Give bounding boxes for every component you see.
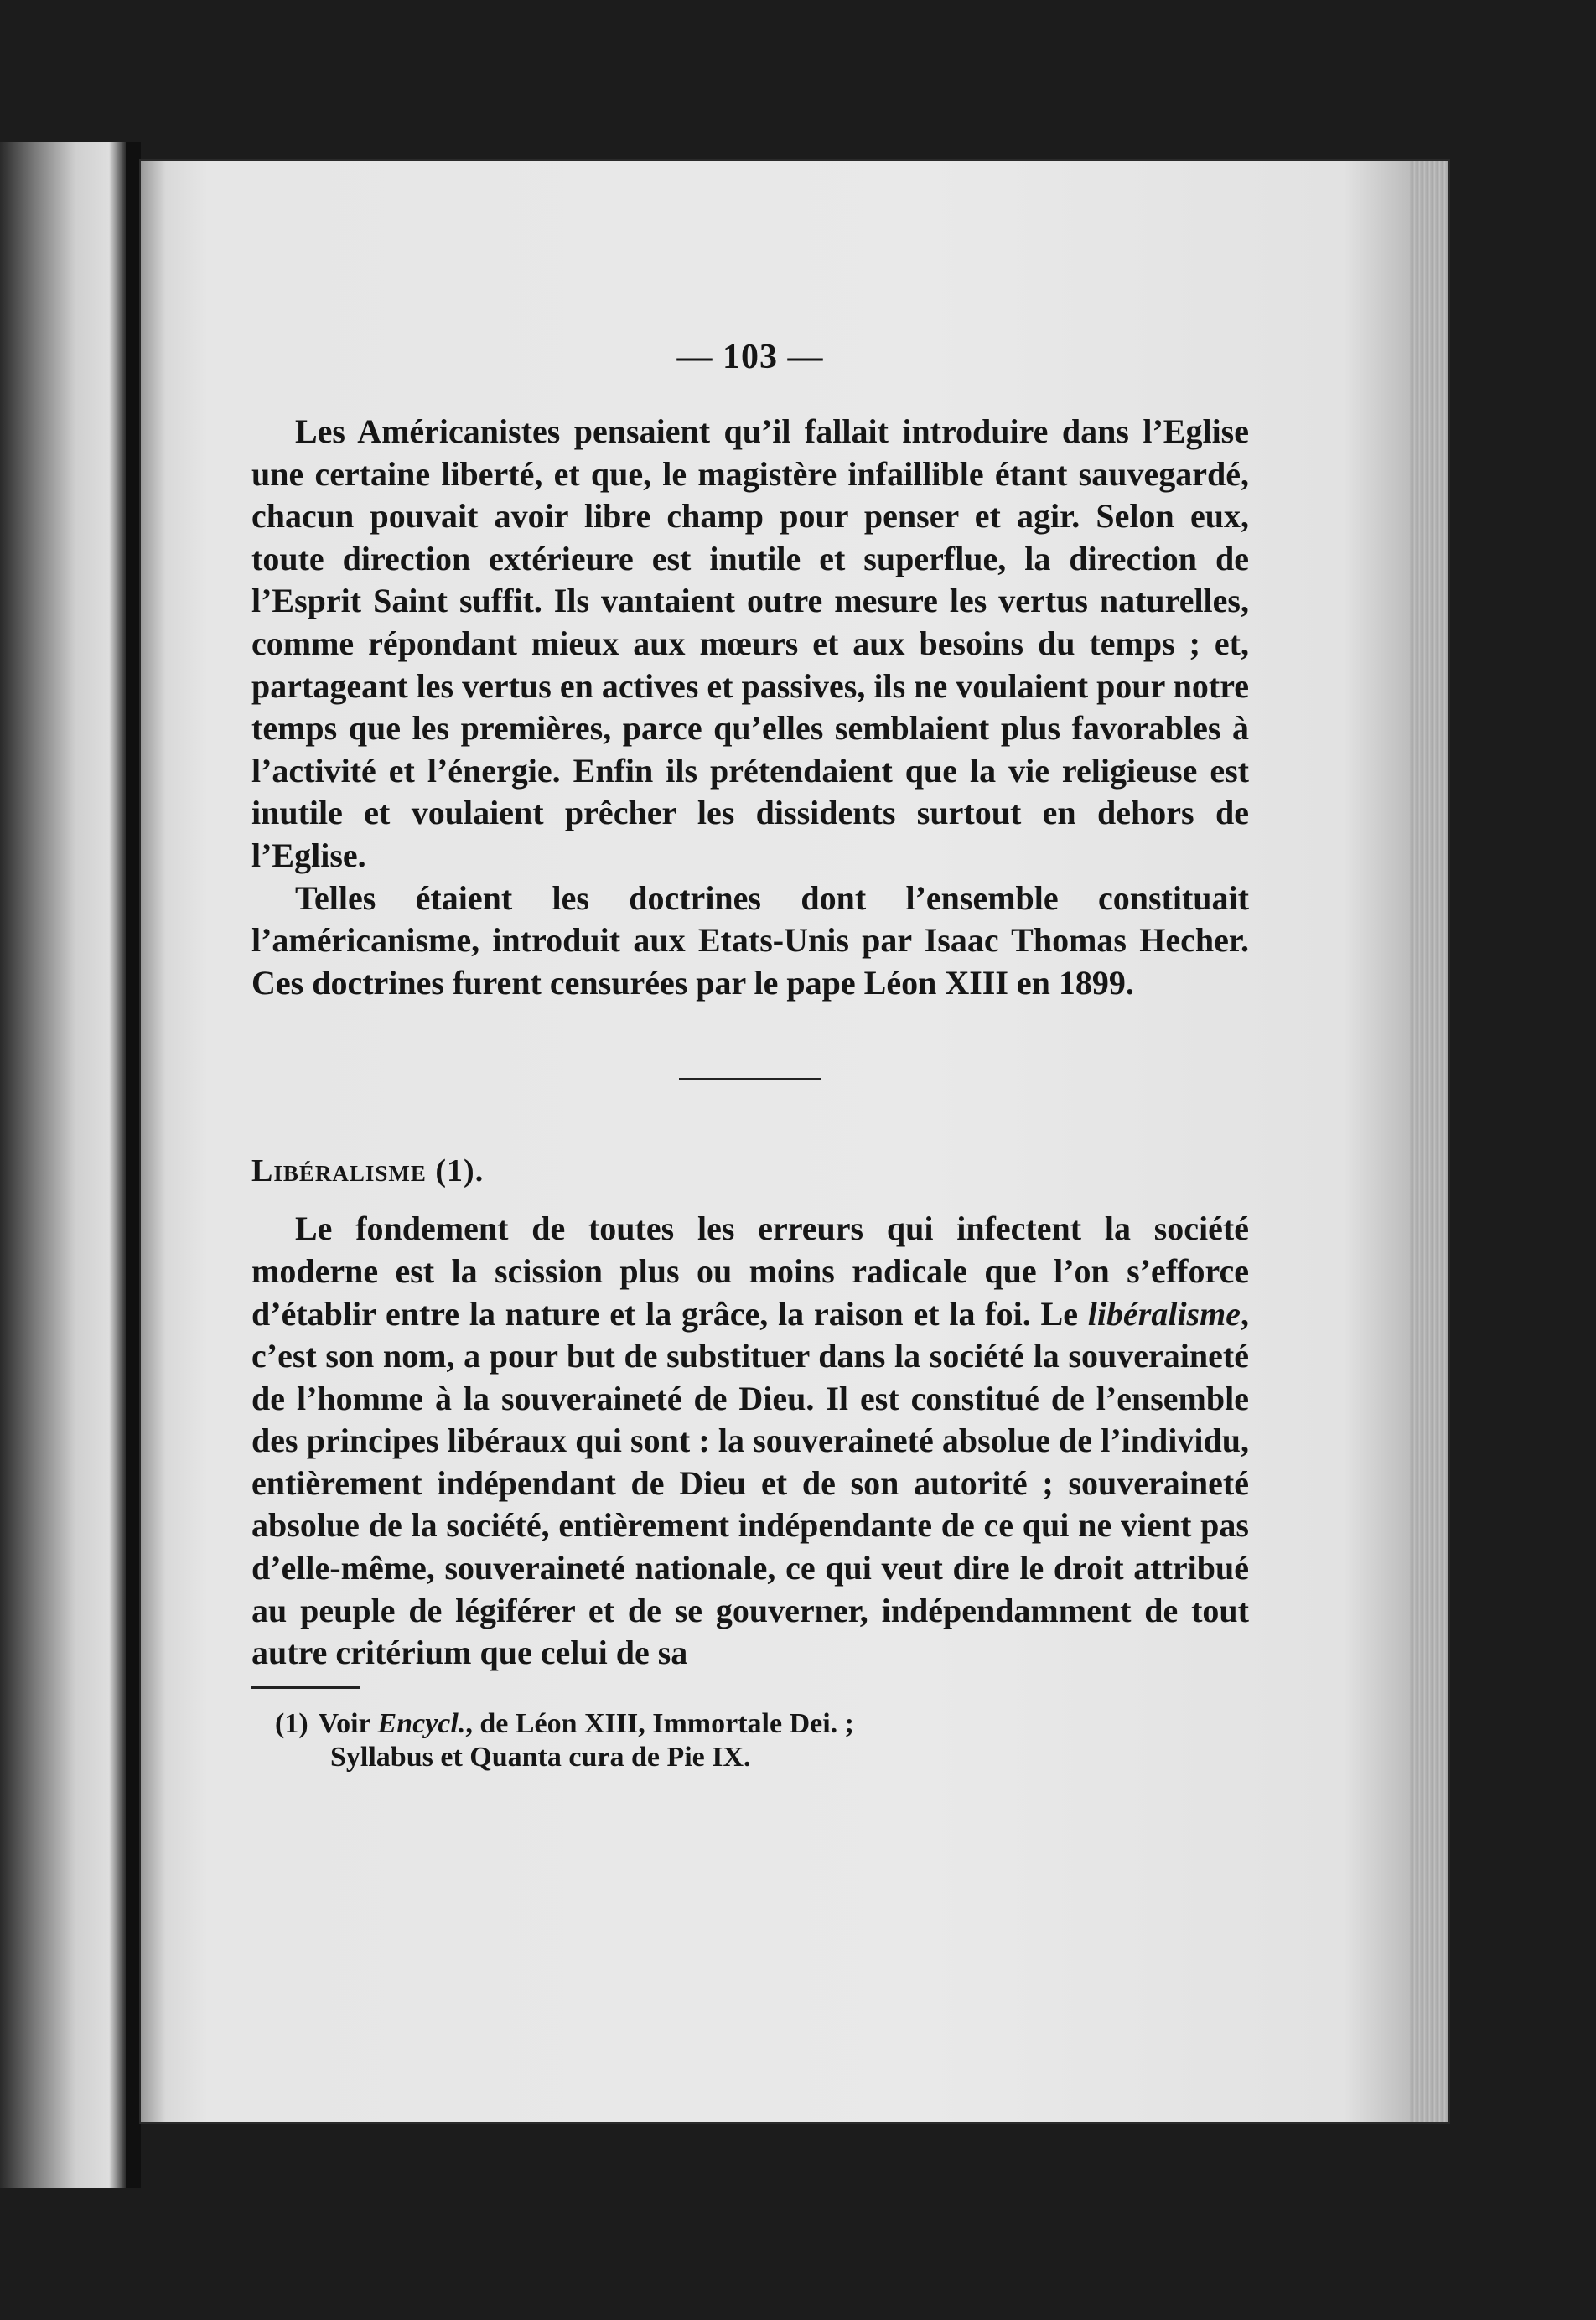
paragraph-liberalisme-end: , c’est son nom, a pour but de substituer dans la société la souveraineté de l’homme à la souveraineté de Dieu. Il est constitué de l’ensemble des principes libéraux qui sont : la souveraineté absolue de l’individu, entièrement indépendant de Dieu et de son autorité ; souveraineté absolue de la société, entièrement indépendante de ce qui ne vient pas d’elle-même, souveraineté nationale, ce qui veut dire le droit attribué au peuple de légiférer et de se gouverner, indépendamment de tout autre critérium que celui de sa [251, 1294, 1249, 1672]
section-heading-title: Libéralisme [251, 1153, 427, 1189]
footnote-marker: (1) [275, 1707, 308, 1739]
section-heading-ref: (1). [426, 1153, 484, 1189]
footnote [275, 1707, 1249, 1774]
paragraph-liberalisme [251, 1208, 1249, 1675]
page-stack-edge [1410, 161, 1448, 2122]
book-page [141, 161, 1448, 2122]
book-gutter [126, 142, 141, 2188]
footnote-rule [251, 1686, 360, 1689]
page-content [251, 337, 1249, 1774]
paragraph-liberalisme-start: Le fondement de toutes les erreurs qui infectent la société moderne est la scission plus ou moins radicale que l’on s’efforce d’établir entre la nature et la grâce, la raison et la foi. Le [251, 1209, 1249, 1333]
footnote-text-italic: Encycl. [377, 1707, 466, 1739]
paragraph-liberalisme-italic: libéralisme [1087, 1294, 1241, 1333]
section-heading [251, 1152, 1249, 1189]
paragraph-americanisme: Telles étaient les doctrines dont l’ensemble constituait l’américanisme, introduit aux Etats-Unis par Isaac Thomas Hecher. Ces doctrines furent censurées par le pape Léon XIII en 1899. [251, 878, 1249, 1002]
footnote-line-2: Syllabus et Quanta cura de Pie IX. [330, 1741, 751, 1773]
left-page-edge [0, 142, 126, 2188]
section-separator [679, 1078, 821, 1080]
footnote-text-end: , de Léon XIII, Immortale Dei. ; [465, 1707, 854, 1739]
paragraph-americanistes: Les Américanistes pensaient qu’il fallait introduire dans l’Eglise une certaine liberté, et que, le magistère infaillible étant sauvegardé, chacun pouvait avoir libre champ pour penser et agir. Selon eux, toute direction extérieure est inutile et superflue, la direction de l’Esprit Saint suffit. Ils vantaient outre mesure les vertus naturelles, comme répondant mieux aux mœurs et aux besoins du temps ; et, partageant les vertus en actives et passives, ils ne voulaient pour notre temps que les premières, parce qu’elles semblaient plus favorables à l’activité et l’énergie. Enfin ils prétendaient que la vie religieuse est inutile et voulaient prêcher les dissidents surtout en dehors de l’Eglise. [251, 412, 1249, 874]
footnote-text-start: Voir [318, 1707, 378, 1739]
page-number: — 103 — [676, 338, 824, 376]
